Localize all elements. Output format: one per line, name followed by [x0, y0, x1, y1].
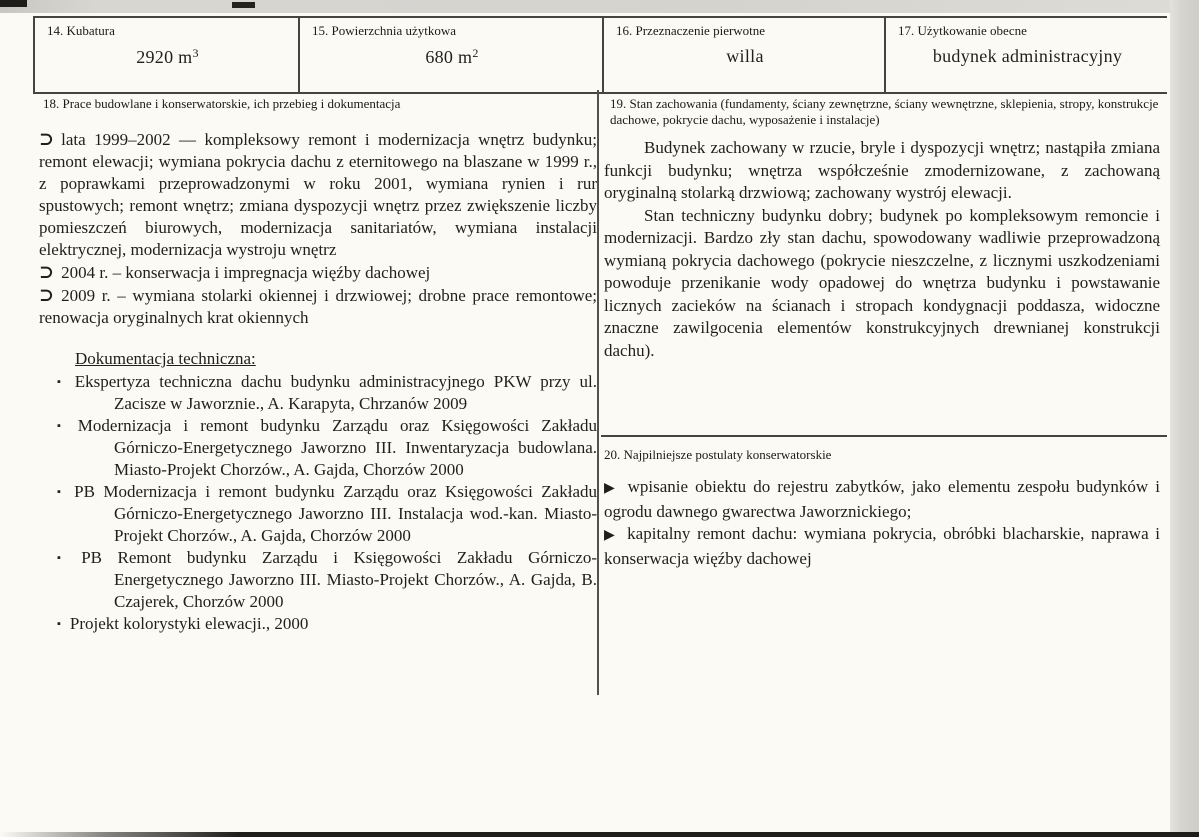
field-value [47, 46, 288, 68]
square-bullet-icon: ▪ [57, 552, 73, 564]
section-20-divider [601, 435, 1167, 437]
paragraph: Stan techniczny budynku dobry; budynek po kompleksowym remoncie i modernizacji. Bardzo zły stan dachu, spowodowany wadliwie przeprowadzoną wymianą pokrycia dachowego (pokrycie nieszczelne, z licznymi uszkodzeniami powoduje przenikanie wody opadowej do wnętrza budynku i powstawanie licznych zacieków na ścianach i stropach kondygnacji poddasza, widoczne znaczne zawilgocenia elementów konstrukcyjnych drewnianej konstrukcji dachu). [604, 205, 1160, 360]
triangle-bullet-icon: ▶ [604, 481, 618, 496]
work-item [39, 261, 597, 284]
triangle-bullet-icon: ▶ [604, 528, 618, 543]
field-value-sup: 3 [192, 46, 199, 60]
field-value-text: 680 m [425, 47, 473, 67]
field-label: 16. Przeznaczenie pierwotne [616, 23, 766, 38]
field-value-text: 2920 m [136, 47, 193, 67]
arrow-bullet-icon: ⊃ [39, 285, 55, 305]
paragraph: Budynek zachowany w rzucie, bryle i dyspozycji wnętrz; nastąpiła zmiana funkcji budynku; wnętrza współcześnie zmodernizowane, z zachowaną oryginalną stolarką drzwiową; zachowany wystrój elewacji. [604, 138, 1160, 202]
docs-list [39, 371, 597, 635]
form-top-row [33, 16, 1167, 94]
section-19 [604, 96, 1160, 362]
field-value [312, 46, 592, 68]
doc-item-text: PB Modernizacja i remont budynku Zarządu oraz Księgowości Zakładu Górniczo-Energetycznego Jaworzno III. Instalacja wod.-kan. Miasto-Projekt Chorzów., A. Gajda, Chorzów 2000 [74, 482, 597, 545]
works-list [39, 128, 597, 329]
field-kubatura [33, 18, 298, 92]
doc-item-text: Ekspertyza techniczna dachu budynku administracyjnego PKW przy ul. Zacisze w Jaworznie., A. Karapyta, Chrzanów 2009 [74, 372, 597, 413]
section-18 [39, 96, 597, 635]
section-19-body [604, 137, 1160, 362]
doc-item [39, 481, 597, 547]
square-bullet-icon: ▪ [57, 618, 61, 630]
arrow-bullet-icon: ⊃ [39, 262, 55, 282]
postulate-item-text: wpisanie obiektu do rejestru zabytków, jako elementu zespołu budynków i ogrodu dawnego gwarectwa Jaworznickiego; [604, 477, 1160, 521]
field-label: 17. Użytkowanie obecne [898, 23, 1027, 38]
scan-artifact-right-band [1170, 0, 1199, 837]
scan-artifact-bottom-edge [0, 832, 1199, 837]
postulate-item [604, 476, 1160, 523]
section-18-title: 18. Prace budowlane i konserwatorskie, ich przebieg i dokumentacja [43, 96, 401, 111]
section-20-title: 20. Najpilniejsze postulaty konserwatorskie [604, 447, 832, 462]
field-przeznaczenie [602, 18, 884, 92]
field-value-text: willa [726, 46, 764, 66]
field-value-text: budynek administracyjny [932, 46, 1123, 66]
work-item [39, 284, 597, 329]
work-item-text: lata 1999–2002 — kompleksowy remont i modernizacja wnętrz budynku; remont elewacji; wymiana pokrycia dachu z eternitowego na blaszane w 1999 r., z poprawkami przeprowadzonymi w roku 2001, wymiana rynien i rur spustowych; remont wnętrz; zmiana dyspozycji wnętrz przez zwiększenie liczby pomieszczeń biurowych, modernizacja sanitariatów, wymiana instalacji elektrycznej, modernizacja wystroju wnętrz [39, 130, 597, 259]
postulate-item-text: kapitalny remont dachu: wymiana pokrycia, obróbki blacharskie, naprawa i konserwacja więźby dachowej [604, 524, 1160, 568]
field-uzytkowanie [884, 18, 1167, 92]
postulates-list [604, 476, 1160, 570]
doc-item-text: Modernizacja i remont budynku Zarządu oraz Księgowości Zakładu Górniczo-Energetycznego Jaworzno III. Inwentaryzacja budowlana. Miasto-Projekt Chorzów., A. Gajda, Chorzów 2000 [77, 416, 598, 479]
field-value [616, 46, 874, 67]
doc-item-text: Projekt kolorystyki elewacji., 2000 [69, 614, 309, 633]
doc-item [39, 613, 597, 635]
work-item-text: 2009 r. – wymiana stolarki okiennej i drzwiowej; drobne prace remontowe; renowacja oryginalnych krat okiennych [39, 286, 597, 327]
field-label: 14. Kubatura [47, 23, 115, 38]
scan-artifact-top-band [0, 0, 1199, 13]
field-powierzchnia [298, 18, 602, 92]
field-value [898, 46, 1157, 67]
scan-artifact-corner-blot [0, 0, 27, 7]
doc-item [39, 371, 597, 415]
doc-item [39, 547, 597, 613]
square-bullet-icon: ▪ [57, 376, 66, 388]
column-divider [597, 90, 599, 695]
doc-item-text: PB Remont budynku Zarządu i Księgowości Zakładu Górniczo-Energetycznego Jaworzno III. Miasto-Projekt Chorzów., A. Gajda, B. Czajerek, Chorzów 2000 [81, 548, 597, 611]
work-item [39, 128, 597, 261]
field-label: 15. Powierzchnia użytkowa [312, 23, 457, 38]
arrow-bullet-icon: ⊃ [39, 129, 55, 149]
doc-item [39, 415, 597, 481]
section-19-title: 19. Stan zachowania (fundamenty, ściany zewnętrzne, ściany wewnętrzne, sklepienia, stropy, konstrukcje dachowe, pokrycie dachu, wyposażenie i instalacje) [610, 96, 1159, 127]
square-bullet-icon: ▪ [57, 486, 66, 498]
work-item-text: 2004 r. – konserwacja i impregnacja więźby dachowej [61, 263, 431, 282]
square-bullet-icon: ▪ [57, 420, 69, 432]
section-20 [604, 447, 1160, 570]
field-value-sup: 2 [472, 46, 479, 60]
postulate-item [604, 523, 1160, 570]
docs-heading: Dokumentacja techniczna: [75, 349, 256, 368]
scan-artifact-dash [232, 2, 255, 8]
